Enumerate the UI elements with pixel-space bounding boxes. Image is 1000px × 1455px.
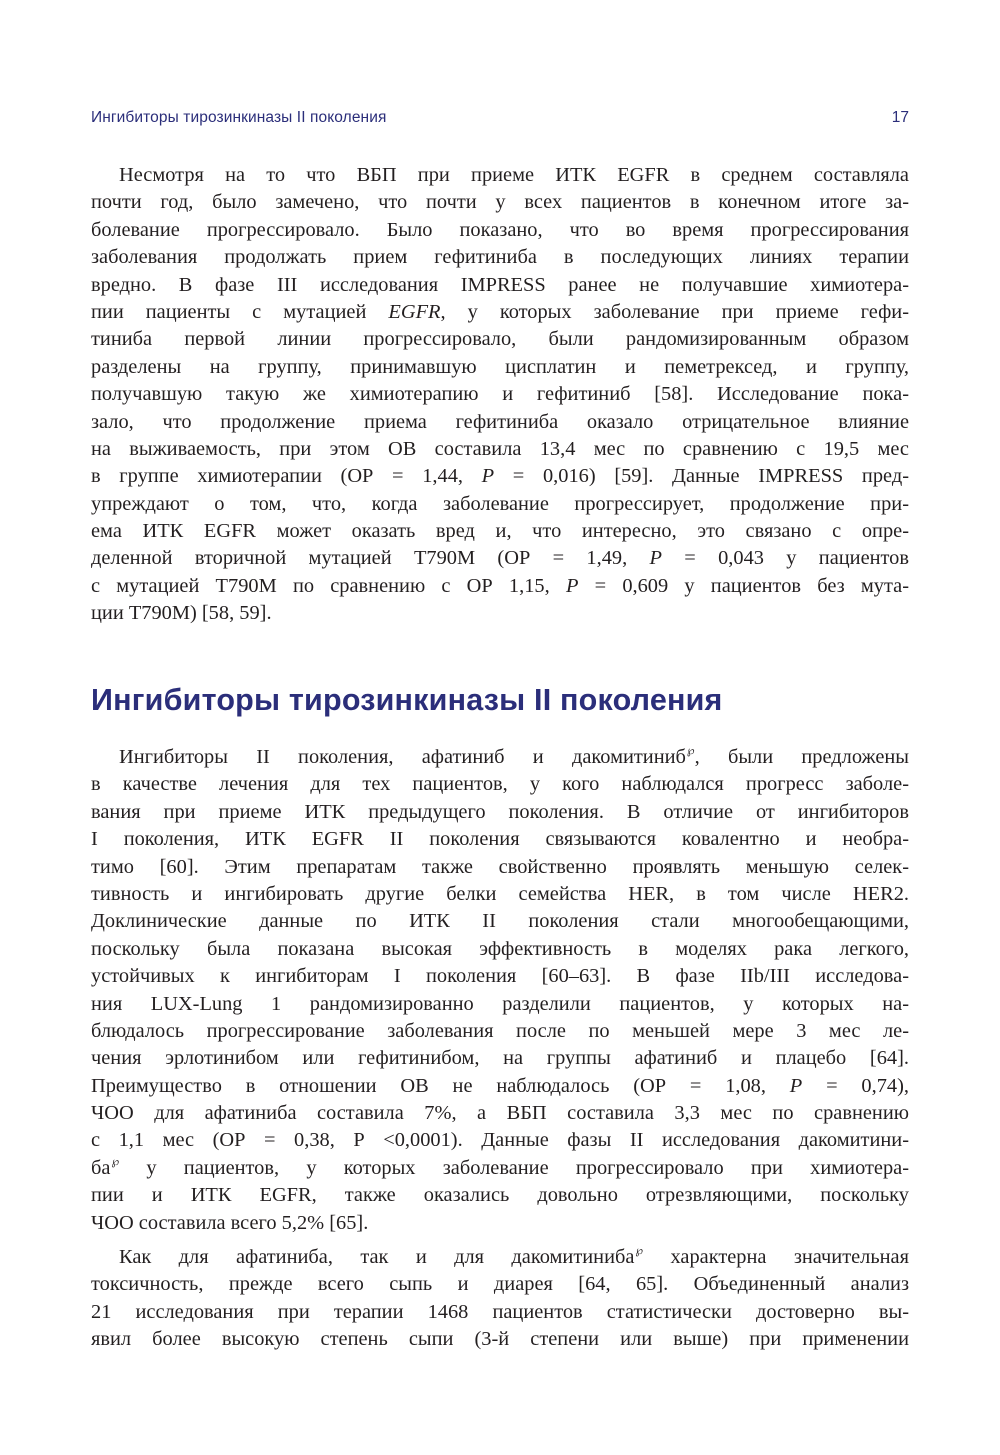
text-line: Несмотря на то что ВБП при приеме ИТК EGFR в среднем составляла	[119, 164, 909, 186]
text-line: в группе химиотерапии (ОР = 1,44, P = 0,016) [59]. Данные IMPRESS пред-	[91, 465, 909, 488]
text-line: Доклинические данные по ИТК II поколения стали многообещающими,	[91, 910, 909, 933]
text-line: ема ИТК EGFR может оказать вред и, что интересно, это связано с опре-	[91, 520, 909, 543]
text-line: тиниба первой линии прогрессировало, были рандомизированным образом	[91, 328, 909, 351]
text-line: Как для афатиниба, так и для дакомитиниба℘ характерна значительная	[119, 1245, 909, 1268]
p-value-symbol: P	[481, 465, 495, 488]
text-line: почти год, было замечено, что почти у всех пациентов в конечном итоге за-	[91, 191, 909, 214]
registered-mark: ℘	[686, 745, 695, 757]
text-line: вредно. В фазе III исследования IMPRESS ранее не получавшие химиотера-	[91, 273, 909, 296]
text-line: зало, что продолжение приема гефитиниба оказало отрицательное влияние	[91, 410, 909, 433]
text-line: ЧОО составила всего 5,2% [65].	[91, 1211, 369, 1234]
text-line: токсичность, прежде всего сыпь и диарея [64, 65]. Объединенный анализ	[91, 1273, 909, 1296]
text-line: I поколения, ИТК EGFR II поколения связываются ковалентно и необра-	[91, 828, 909, 851]
text-line: блюдалось прогрессирование заболевания после по меньшей мере 3 мес ле-	[91, 1019, 909, 1042]
text-line: ния LUX-Lung 1 рандомизированно разделили пациентов, у которых на-	[91, 992, 909, 1015]
text-line: в качестве лечения для тех пациентов, у кого наблюдался прогресс заболе-	[91, 773, 909, 796]
text-line: ЧОО для афатиниба составила 7%, а ВБП составила 3,3 мес по сравнению	[91, 1102, 909, 1125]
text-line: получавшую такую же химиотерапию и гефитиниб [58]. Исследование пока-	[91, 383, 909, 406]
paragraph-progression-itk	[91, 162, 909, 628]
p-value-symbol: P	[789, 1074, 803, 1097]
registered-mark: ℘	[635, 1245, 644, 1257]
text-line: ции T790M) [58, 59].	[91, 602, 272, 625]
paragraph-second-generation	[91, 744, 909, 1237]
p-value-symbol: P	[649, 547, 662, 570]
running-head-title: Ингибиторы тирозинкиназы II поколения	[91, 109, 387, 126]
text-line: поскольку была показана высокая эффективность в моделях рака легкого,	[91, 937, 909, 960]
text-line: упреждают о том, что, когда заболевание прогрессирует, продолжение при-	[91, 492, 909, 515]
page-number: 17	[891, 109, 909, 126]
section-heading: Ингибиторы тирозинкиназы II поколения	[91, 683, 723, 717]
text-line: Ингибиторы II поколения, афатиниб и дакомитиниб℘, были предложены	[119, 745, 909, 768]
text-line: устойчивых к ингибиторам I поколения [60–63]. В фазе IIb/III исследова-	[91, 965, 909, 988]
text-line: пии и ИТК EGFR, также оказались довольно отрезвляющими, поскольку	[91, 1184, 909, 1207]
text-line: тимо [60]. Этим препаратам также свойственно проявлять меньшую селек-	[91, 855, 909, 878]
text-line: болевание прогрессировало. Было показано, что во время прогрессирования	[91, 218, 909, 241]
gene-name-italic: EGFR	[388, 300, 441, 323]
text-line: ба℘ у пациентов, у которых заболевание прогрессировало при химиотера-	[91, 1155, 909, 1179]
text-line: тивность и ингибировать другие белки семейства HER, в том числе HER2.	[91, 882, 909, 905]
text-line: с мутацией T790M по сравнению с ОР 1,15, P = 0,609 у пациентов без мута-	[91, 574, 909, 597]
paragraph-toxicity	[91, 1244, 909, 1354]
text-line: деленной вторичной мутацией T790M (ОР = 1,49, P = 0,043 у пациентов	[91, 547, 909, 570]
text-line: вания при приеме ИТК предыдущего поколения. В отличие от ингибиторов	[91, 800, 909, 823]
text-line: 21 исследования при терапии 1468 пациентов статистически достоверно вы-	[91, 1300, 909, 1323]
running-head	[91, 109, 909, 133]
text-line: чения эрлотинибом или гефитинибом, на группы афатиниб и плацебо [64].	[91, 1047, 909, 1070]
text-line: явил более высокую степень сыпи (3-й степени или выше) при применении	[91, 1328, 909, 1351]
text-line: на выживаемость, при этом ОВ составила 13,4 мес по сравнению с 19,5 мес	[91, 437, 909, 460]
text-line: Преимущество в отношении ОВ не наблюдалось (ОР = 1,08, P = 0,74),	[91, 1074, 909, 1097]
text-line: заболевания продолжать прием гефитиниба в последующих линиях терапии	[91, 246, 909, 269]
p-value-symbol: P	[565, 574, 579, 597]
text-line: разделены на группу, принимавшую цисплатин и пеметрексед, и группу,	[91, 355, 909, 378]
registered-mark: ℘	[111, 1155, 120, 1168]
text-line: с 1,1 мес (ОР = 0,38, Р <0,0001). Данные фазы II исследования дакомитини-	[91, 1129, 909, 1152]
text-line: пии пациенты с мутацией EGFR, у которых заболевание при приеме гефи-	[91, 300, 909, 323]
